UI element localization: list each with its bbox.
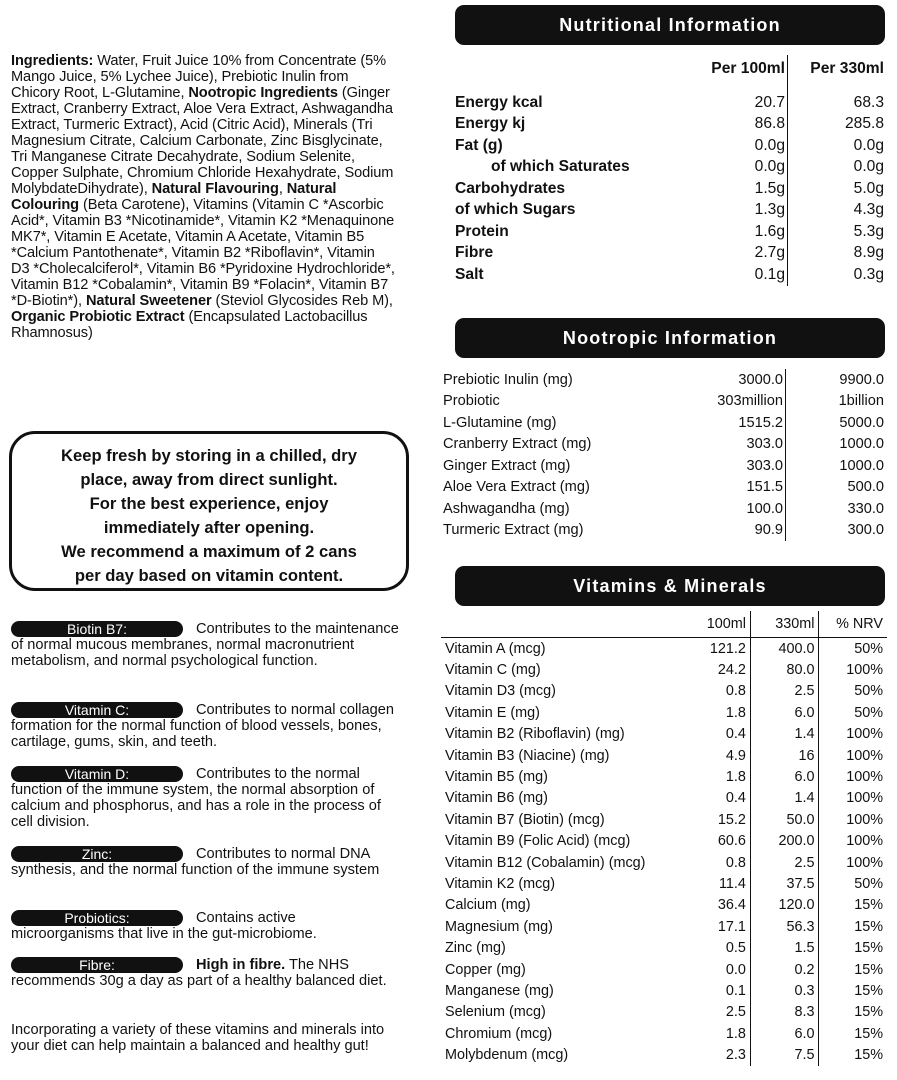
benefit-text: Contributes to normal DNA synthesis, and the normal function of the immune system	[11, 846, 380, 878]
vitamin-row	[441, 745, 887, 766]
benefit-pill: Vitamin C:	[11, 702, 183, 718]
vitamin-nrv: 15%	[854, 918, 883, 935]
vitamins-col-nrv: % NRV	[819, 611, 887, 638]
vitamin-100ml: 24.2	[691, 659, 751, 680]
nootropic-row	[441, 477, 886, 499]
benefit-item	[11, 846, 401, 878]
nutrition-label: Carbohydrates	[455, 179, 566, 197]
nootropic-label: L-Glutamine (mg)	[443, 414, 557, 431]
vitamin-330ml: 0.2	[750, 959, 819, 980]
vitamin-100ml: 2.3	[691, 1044, 751, 1065]
vitamin-nrv: 15%	[854, 1025, 883, 1042]
vitamin-nrv: 15%	[854, 1047, 883, 1064]
vitamin-100ml: 11.4	[691, 873, 751, 894]
vitamin-row	[441, 766, 887, 787]
vitamin-100ml: 0.8	[691, 681, 751, 702]
nutrition-row	[453, 92, 886, 114]
nutrition-row	[453, 157, 886, 179]
benefit-text: Contains active microorganisms that live in the gut-microbiome.	[11, 910, 317, 942]
nootropic-label: Cranberry Extract (mg)	[443, 436, 592, 453]
nutrition-per330: 68.3	[853, 93, 884, 111]
vitamin-100ml: 1.8	[691, 766, 751, 787]
ingredient-text: (Beta Carotene), Vitamins (Vitamin C *Ascorbic Acid*, Vitamin B3 *Nicotinamide*, Vitamin K2 *Menaquinone MK7*, Vitamin E Acetate, Vitamin A Acetate, Vitamin B5 *Calcium Pantothenate*, Vitamin B2 *Riboflavin*, Vitamin D3 *Cholecalciferol*, Vitamin B6 *Pyridoxine Hydrochloride*, Vitamin B12 *Cobalamin*, Vitamin B9 *Folacin*, Vitamin B7 *D-Biotin*),	[11, 197, 395, 309]
nootropic-per100: 303.0	[685, 434, 786, 456]
vitamin-label: Vitamin C (mg)	[445, 662, 541, 679]
nutrition-per330: 5.0g	[853, 179, 884, 197]
vitamin-nrv: 100%	[846, 833, 883, 850]
nutrition-table	[453, 55, 886, 286]
vitamin-100ml: 17.1	[691, 916, 751, 937]
benefit-text: Contributes to normal collagen formation for the normal function of blood vessels, bones, cartilage, gums, skin, and teeth.	[11, 702, 394, 750]
vitamin-330ml: 120.0	[750, 895, 819, 916]
nootropic-row	[441, 520, 886, 542]
vitamin-330ml: 50.0	[750, 809, 819, 830]
nootropic-table	[441, 369, 886, 541]
nutrition-per330: 0.0g	[853, 136, 884, 154]
vitamin-nrv: 100%	[846, 747, 883, 764]
vitamin-330ml: 6.0	[750, 766, 819, 787]
vitamin-330ml: 1.4	[750, 788, 819, 809]
vitamin-row	[441, 638, 887, 660]
vitamin-100ml: 0.4	[691, 788, 751, 809]
nutrition-row	[453, 135, 886, 157]
vitamin-row	[441, 937, 887, 958]
nutrition-per100: 1.3g	[703, 200, 788, 222]
vitamin-nrv: 100%	[846, 662, 883, 679]
nutrition-row	[453, 178, 886, 200]
vitamin-label: Vitamin B6 (mg)	[445, 790, 548, 807]
nootropic-label: Ashwagandha (mg)	[443, 500, 570, 517]
vitamin-row	[441, 873, 887, 894]
nutrition-row	[453, 221, 886, 243]
ingredient-text: Water, Fruit Juice 10% from Concentrate (5% Mango Juice, 5% Lychee Juice), Prebiotic Inulin from Chicory Root, L-Glutamine,	[11, 53, 387, 101]
vitamin-row	[441, 852, 887, 873]
nootropic-per100: 3000.0	[685, 369, 786, 391]
nutrition-row	[453, 264, 886, 286]
ingredient-heading: Natural Colouring	[11, 181, 337, 213]
vitamin-row	[441, 959, 887, 980]
nutrition-per330: 0.0g	[853, 158, 884, 176]
vitamins-table	[441, 611, 887, 1066]
vitamin-row	[441, 809, 887, 830]
benefit-item	[11, 957, 401, 989]
nootropic-per100: 1515.2	[685, 412, 786, 434]
nootropic-label: Prebiotic Inulin (mg)	[443, 371, 573, 388]
vitamin-label: Copper (mg)	[445, 961, 526, 978]
nootropic-label: Aloe Vera Extract (mg)	[443, 479, 590, 496]
nutrition-per100: 2.7g	[703, 243, 788, 265]
vitamin-100ml: 4.9	[691, 745, 751, 766]
benefit-pill: Probiotics:	[11, 910, 183, 926]
vitamin-nrv: 50%	[854, 875, 883, 892]
benefit-text: Contributes to the normal function of the immune system, the normal absorption of calcium and phosphorus, and has a role in the process of cell division.	[11, 766, 381, 830]
vitamin-nrv: 50%	[854, 704, 883, 721]
benefit-item	[11, 910, 401, 942]
nutrition-label: of which Saturates	[491, 158, 630, 176]
vitamin-row	[441, 916, 887, 937]
vitamin-label: Vitamin K2 (mcg)	[445, 875, 556, 892]
vitamin-label: Vitamin B3 (Niacine) (mg)	[445, 747, 610, 764]
vitamins-label-header	[441, 611, 691, 638]
nootropic-per330: 300.0	[847, 522, 884, 539]
nutrition-per330: 285.8	[844, 115, 884, 133]
vitamin-row	[441, 724, 887, 745]
storage-advice-box	[9, 431, 409, 591]
nutrition-label-header	[453, 55, 703, 82]
ingredients-text	[11, 53, 396, 341]
ingredient-heading: Ingredients:	[11, 53, 94, 69]
vitamin-100ml: 1.8	[691, 702, 751, 723]
storage-line: place, away from direct sunlight.	[80, 470, 338, 489]
nutrition-per100: 0.1g	[703, 264, 788, 286]
vitamin-nrv: 50%	[854, 640, 883, 657]
vitamin-100ml: 15.2	[691, 809, 751, 830]
nootropic-per330: 1000.0	[839, 457, 884, 474]
ingredient-heading: Nootropic Ingredients	[188, 85, 338, 101]
nootropic-row	[441, 391, 886, 413]
nootropic-per100: 90.9	[685, 520, 786, 542]
vitamin-row	[441, 702, 887, 723]
vitamin-row	[441, 1023, 887, 1044]
nutrition-label: Fat (g)	[455, 136, 503, 154]
benefit-pill: Biotin B7:	[11, 621, 183, 637]
spacer-cell	[703, 82, 788, 92]
vitamin-330ml: 1.5	[750, 937, 819, 958]
nutrition-label: Protein	[455, 222, 509, 240]
nootropic-row	[441, 455, 886, 477]
vitamin-row	[441, 1002, 887, 1023]
vitamin-100ml: 36.4	[691, 895, 751, 916]
nootropic-per100: 151.5	[685, 477, 786, 499]
storage-line: per day based on vitamin content.	[74, 566, 344, 585]
nutrition-label: of which Sugars	[455, 201, 576, 219]
nootropic-per330: 5000.0	[839, 414, 884, 431]
ingredient-text: (Steviol Glycosides Reb M),	[211, 293, 393, 309]
ingredient-text: ,	[278, 181, 287, 197]
vitamin-label: Calcium (mg)	[445, 897, 531, 914]
nootropic-label: Turmeric Extract (mg)	[443, 522, 584, 539]
vitamin-nrv: 100%	[846, 769, 883, 786]
vitamin-nrv: 15%	[854, 961, 883, 978]
vitamin-100ml: 0.1	[691, 980, 751, 1001]
ingredient-heading: Natural Flavouring	[151, 181, 279, 197]
benefit-text: The NHS recommends 30g a day as part of a healthy balanced diet.	[11, 957, 387, 989]
benefit-text: Contributes to the maintenance of normal mucous membranes, normal macronutrient metabolism, and normal psychological function.	[11, 621, 399, 669]
nootropic-label: Ginger Extract (mg)	[443, 457, 571, 474]
vitamin-label: Manganese (mg)	[445, 982, 554, 999]
nutrition-per100: 20.7	[703, 92, 788, 114]
nootropic-row	[441, 498, 886, 520]
nutrition-label: Energy kj	[455, 115, 526, 133]
nootropic-per100: 100.0	[685, 498, 786, 520]
nutrition-row	[453, 114, 886, 136]
vitamin-100ml: 121.2	[691, 638, 751, 660]
spacer-cell	[788, 82, 887, 92]
nutrition-col-per100: Per 100ml	[703, 55, 788, 82]
vitamin-nrv: 100%	[846, 811, 883, 828]
vitamin-nrv: 15%	[854, 982, 883, 999]
ingredient-text: (Encapsulated Lactobacillus Rhamnosus)	[11, 309, 368, 341]
vitamin-label: Vitamin E (mg)	[445, 704, 540, 721]
vitamin-100ml: 60.6	[691, 831, 751, 852]
nootropic-per330: 9900.0	[839, 371, 884, 388]
vitamin-row	[441, 659, 887, 680]
nutrition-per100: 0.0g	[703, 157, 788, 179]
vitamin-nrv: 100%	[846, 726, 883, 743]
nootropic-label: Probiotic	[443, 393, 500, 410]
nutrition-label: Salt	[455, 265, 484, 283]
vitamin-row	[441, 788, 887, 809]
vitamin-label: Zinc (mg)	[445, 940, 506, 957]
vitamin-330ml: 6.0	[750, 1023, 819, 1044]
vitamin-label: Vitamin A (mcg)	[445, 640, 546, 657]
nutrition-per100: 86.8	[703, 114, 788, 136]
vitamin-330ml: 80.0	[750, 659, 819, 680]
nutrition-row	[453, 243, 886, 265]
nutrition-title: Nutritional Information	[455, 5, 885, 45]
vitamin-label: Molybdenum (mcg)	[445, 1047, 569, 1064]
vitamin-nrv: 15%	[854, 1004, 883, 1021]
benefit-item	[11, 621, 401, 669]
nutrition-per100: 0.0g	[703, 135, 788, 157]
nutrition-per330: 4.3g	[853, 201, 884, 219]
ingredient-text: (Ginger Extract, Cranberry Extract, Aloe Vera Extract, Ashwagandha Extract, Turmeric Extract), Acid (Citric Acid), Minerals (Tri Magnesium Citrate, Calcium Carbonate, Zinc Bisglycinate, Tri Manganese Citrate Decahydrate, Sodium Selenite, Copper Sulphate, Chromium Chloride Hexahydrate, Sodium MolybdateDihydrate),	[11, 85, 394, 197]
vitamin-100ml: 0.8	[691, 852, 751, 873]
vitamin-label: Vitamin B7 (Biotin) (mcg)	[445, 811, 605, 828]
nootropic-per330: 1000.0	[839, 436, 884, 453]
vitamin-330ml: 0.3	[750, 980, 819, 1001]
vitamin-330ml: 8.3	[750, 1002, 819, 1023]
vitamin-330ml: 6.0	[750, 702, 819, 723]
vitamin-label: Vitamin B9 (Folic Acid) (mcg)	[445, 833, 631, 850]
vitamin-330ml: 56.3	[750, 916, 819, 937]
benefit-emphasis: High in fibre.	[196, 957, 286, 973]
vitamin-330ml: 1.4	[750, 724, 819, 745]
vitamin-100ml: 0.4	[691, 724, 751, 745]
nutrition-per330: 5.3g	[853, 222, 884, 240]
nutrition-per330: 8.9g	[853, 244, 884, 262]
vitamin-label: Vitamin D3 (mcg)	[445, 683, 556, 700]
vitamin-nrv: 50%	[854, 683, 883, 700]
vitamin-label: Vitamin B2 (Riboflavin) (mg)	[445, 726, 625, 743]
vitamin-row	[441, 831, 887, 852]
vitamin-row	[441, 681, 887, 702]
vitamin-330ml: 16	[750, 745, 819, 766]
vitamin-330ml: 7.5	[750, 1044, 819, 1065]
nootropic-per330: 330.0	[847, 500, 884, 517]
nootropic-row	[441, 434, 886, 456]
vitamin-label: Magnesium (mg)	[445, 918, 553, 935]
nutrition-col-per330: Per 330ml	[810, 59, 884, 77]
benefit-pill: Fibre:	[11, 957, 183, 973]
nutrition-per100: 1.5g	[703, 178, 788, 200]
nutrition-per100: 1.6g	[703, 221, 788, 243]
nootropic-title: Nootropic Information	[455, 318, 885, 358]
vitamin-330ml: 37.5	[750, 873, 819, 894]
nootropic-per100: 303million	[685, 391, 786, 413]
vitamin-row	[441, 980, 887, 1001]
nutrition-label: Fibre	[455, 244, 494, 262]
vitamin-100ml: 1.8	[691, 1023, 751, 1044]
vitamin-nrv: 15%	[854, 897, 883, 914]
vitamin-100ml: 0.5	[691, 937, 751, 958]
vitamins-col-330ml: 330ml	[750, 611, 819, 638]
nutrition-row	[453, 200, 886, 222]
storage-line: We recommend a maximum of 2 cans	[61, 542, 357, 561]
spacer-cell	[453, 82, 703, 92]
ingredient-heading: Organic Probiotic Extract	[11, 309, 185, 325]
nootropic-per100: 303.0	[685, 455, 786, 477]
benefit-pill: Vitamin D:	[11, 766, 183, 782]
vitamin-label: Chromium (mcg)	[445, 1025, 553, 1042]
vitamin-label: Selenium (mcg)	[445, 1004, 546, 1021]
nootropic-row	[441, 369, 886, 391]
benefit-item	[11, 702, 401, 750]
nutrition-spacer	[453, 82, 886, 92]
nootropic-per330: 500.0	[847, 479, 884, 496]
vitamin-100ml: 0.0	[691, 959, 751, 980]
vitamin-label: Vitamin B5 (mg)	[445, 769, 548, 786]
vitamin-row	[441, 895, 887, 916]
nutrition-per330: 0.3g	[853, 265, 884, 283]
vitamin-330ml: 200.0	[750, 831, 819, 852]
storage-line: Keep fresh by storing in a chilled, dry	[61, 446, 357, 465]
benefit-item	[11, 766, 401, 830]
vitamin-nrv: 15%	[854, 940, 883, 957]
vitamins-title: Vitamins & Minerals	[455, 566, 885, 606]
vitamin-nrv: 100%	[846, 790, 883, 807]
vitamin-330ml: 2.5	[750, 681, 819, 702]
benefit-pill: Zinc:	[11, 846, 183, 862]
vitamin-nrv: 100%	[846, 854, 883, 871]
vitamin-row	[441, 1044, 887, 1065]
vitamin-label: Vitamin B12 (Cobalamin) (mcg)	[445, 854, 646, 871]
vitamin-330ml: 400.0	[750, 638, 819, 660]
vitamin-330ml: 2.5	[750, 852, 819, 873]
storage-line: For the best experience, enjoy	[89, 494, 329, 513]
nootropic-row	[441, 412, 886, 434]
nutrition-label: Energy kcal	[455, 93, 543, 111]
ingredient-heading: Natural Sweetener	[85, 293, 212, 309]
storage-line: immediately after opening.	[103, 518, 315, 537]
closing-text: Incorporating a variety of these vitamins and minerals into your diet can help maintain a balanced and healthy gut!	[11, 1022, 385, 1054]
nootropic-per330: 1billion	[838, 393, 884, 410]
vitamin-100ml: 2.5	[691, 1002, 751, 1023]
vitamins-col-100ml: 100ml	[691, 611, 751, 638]
